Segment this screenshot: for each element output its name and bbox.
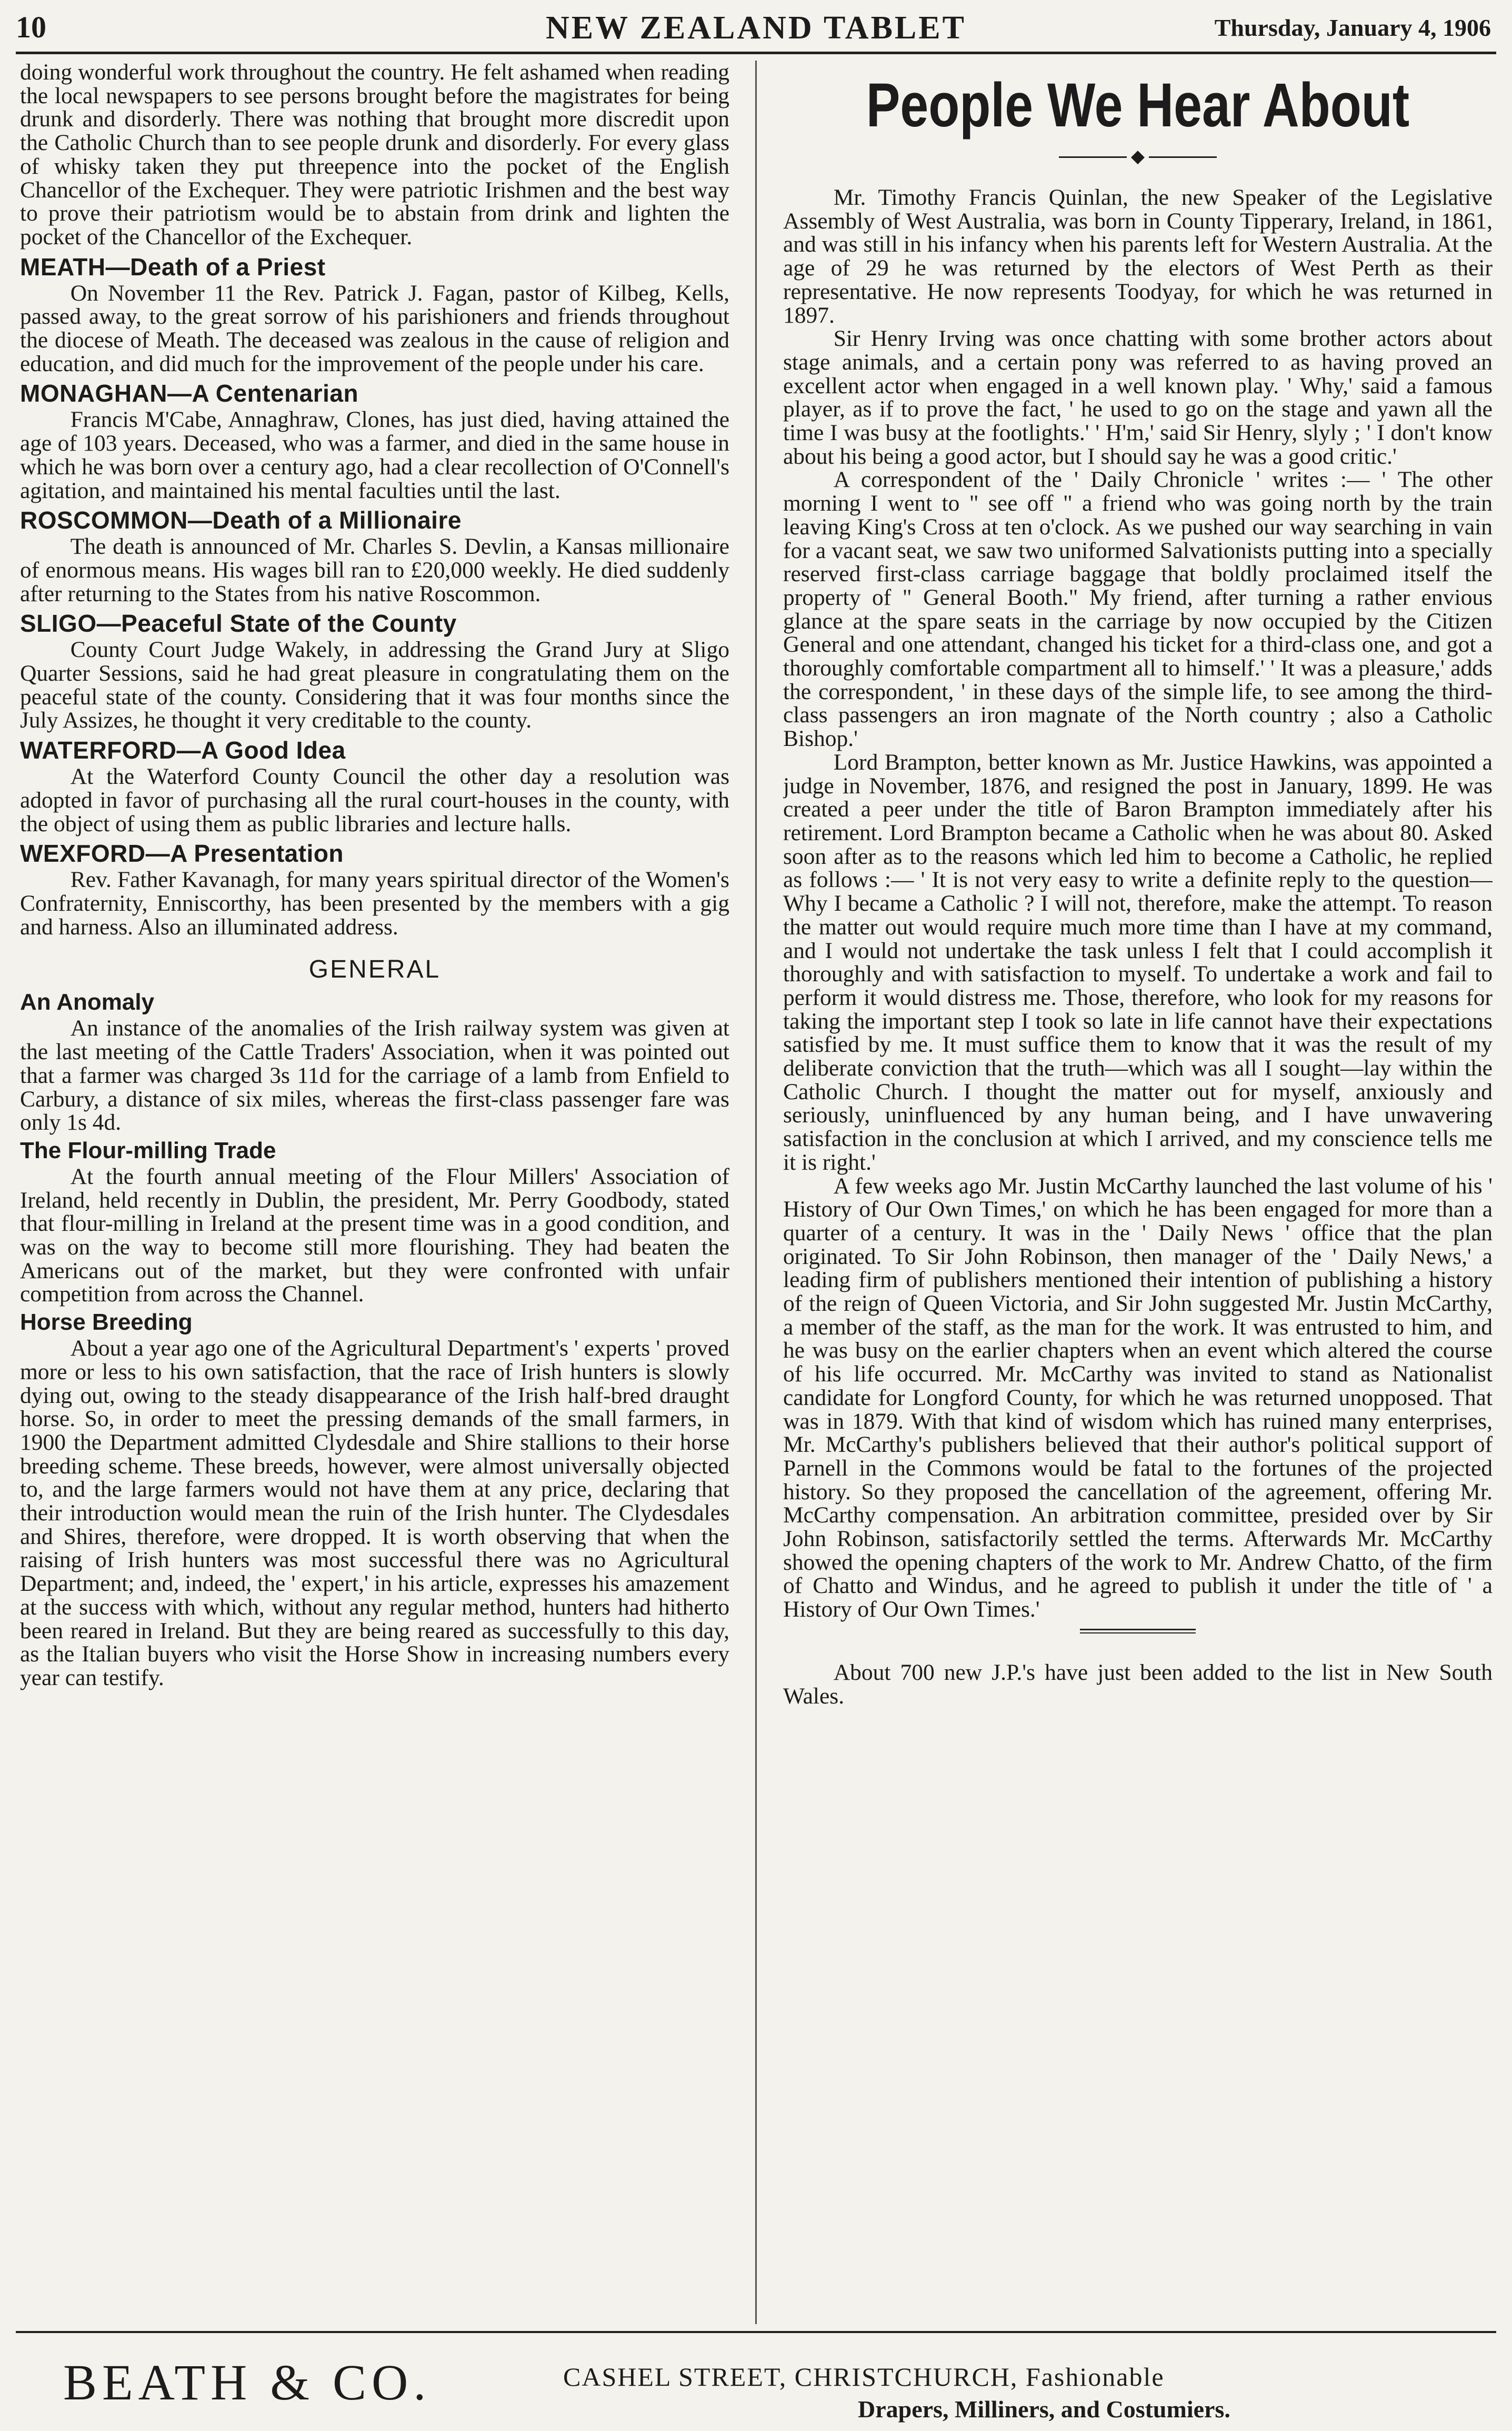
paragraph-daily-chronicle: A correspondent of the ' Daily Chronicle ' writes :— ' The other morning I went to " see off " a friend who was going north by the train leaving King's Cross at ten o'clock. As we pushed our way searching in vain for a vacant seat, we saw two uniformed Salvationists putting into a specially reserved first-class carriage baggage that boldly proclaimed itself the property of " General Booth." My friend, after turning a rather envious glance at the spare seats in the carriage by now occupied by the Citizen General and one attendant, changed his ticket for a third-class one, and got a thoroughly comfortable compartment all to himself.' ' It was a pleasure,' adds the correspondent, ' in these days of the simple life, to see among the third-class passengers an iron magnate of the North country ; also a Catholic Bishop.': [783, 467, 1493, 752]
paragraph-anomaly: An instance of the anomalies of the Irish railway system was given at the last meeting of the Cattle Traders' Association, when it was pointed out that a farmer was charged 3s 11d for the carriage of a lamb from Enfield to Carbury, a distance of six miles, whereas the first-class passenger fare was only 1s 4d.: [20, 1015, 729, 1135]
paragraph-sligo: County Court Judge Wakely, in addressing the Grand Jury at Sligo Quarter Sessions, said he had great pleasure in congratulating them on the peaceful state of the county. Considering that it was four months since the July Assizes, he thought it very creditable to the county.: [20, 637, 729, 733]
heading-meath: MEATH—Death of a Priest: [20, 253, 326, 281]
masthead: NEW ZEALAND TABLET: [546, 10, 966, 46]
diamond-icon: ◆: [1127, 149, 1149, 165]
continued-paragraph: doing wonderful work throughout the country. He felt ashamed when reading the local newspapers to see persons brought before the magistrates for being drunk and disorderly. There was nothing that brought more discredit upon the Catholic Church than to see people drunk and disorderly. For every glass of whisky taken they put threepence into the pocket of the English Chancellor of the Exchequer. They were patriotic Irishmen and the best way to prove their patriotism would be to abstain from drink and lighten the pocket of the Chancellor of the Exchequer.: [20, 61, 729, 250]
heading-wexford: WEXFORD—A Presentation: [20, 840, 344, 868]
paragraph-horse-breeding: About a year ago one of the Agricultural Department's ' experts ' proved more or less to his own satisfaction, that the race of Irish hunters is slowly dying out, owing to the steady disappearance of the Irish half-bred draught horse. So, in order to meet the pressing demands of the small farmers, in 1900 the Department admitted Clydesdale and Shire stallions to their horse breeding scheme. These breeds, however, were almost universally objected to, and the large farmers would not have them at any price, declaring that their introduction would mean the ruin of the Irish hunter. The Clydesdales and Shires, therefore, were dropped. It is worth observing that when the raising of Irish hunters was most successful there was no Agricultural Department; and, indeed, the ' expert,' in his article, expresses his amazement at the success with which, without any regular method, hunters had hitherto been reared in Ireland. But they are being reared as successfully to this day, as the Italian buyers who visit the Horse Show in increasing numbers every year can testify.: [20, 1336, 729, 1690]
page-header: [16, 9, 1496, 54]
column-divider: [755, 61, 757, 2324]
paragraph-jps: About 700 new J.P.'s have just been added to the list in New South Wales.: [783, 1659, 1493, 1709]
paragraph-monaghan: Francis M'Cabe, Annaghraw, Clones, has just died, having attained the age of 103 years. Deceased, who was a farmer, and died in the same house in which he was born over a century ago, had a clear recollection of O'Connell's agitation, and maintained his mental faculties until the last.: [20, 407, 729, 503]
paragraph-flour-milling: At the fourth annual meeting of the Flour Millers' Association of Ireland, held recently in Dublin, the president, Mr. Perry Goodbody, stated that flour-milling in Ireland at the present time was in a good condition, and was on the way to become still more flourishing. They had beaten the Americans out of the market, but they were confronted with unfair competition from across the Channel.: [20, 1163, 729, 1307]
right-column: [783, 61, 1493, 2324]
advertiser-name: BEATH & CO.: [63, 2354, 432, 2410]
paragraph-mccarthy: A few weeks ago Mr. Justin McCarthy launched the last volume of his ' History of Our Own Times,' on which he has been engaged for more than a quarter of a century. It was in the ' Daily News ' office that the plan originated. To Sir John Robinson, then manager of the ' Daily News,' a leading firm of publishers mentioned their intention of publishing a history of the reign of Queen Victoria, and Sir John suggested Mr. Justin McCarthy, a member of the staff, as the man for the work. It was entrusted to him, and he was busy on the earlier chapters when an event which altered the course of his life occurred. Mr. McCarthy was invited to stand as Nationalist candidate for Longford County, for which he was returned unopposed. That was in 1879. With that kind of wisdom which has ruined many enterprises, Mr. McCarthy's publishers believed that their author's political support of Parnell in the Commons would be fatal to the fortunes of the projected history. So they proposed the cancellation of the agreement, offering Mr. McCarthy compensation. An arbitration committee, presided over by Sir John Robinson, satisfactorily settled the terms. Afterwards Mr. McCarthy showed the opening chapters of the work to Mr. Andrew Chatto, of the firm of Chatto and Windus, and he agreed to publish it under the title of ' a History of Our Own Times.': [783, 1173, 1493, 1622]
heading-sligo: SLIGO—Peaceful State of the County: [20, 610, 457, 637]
advertisement: [16, 2337, 1496, 2427]
article-end-rule: [1080, 1629, 1196, 1633]
heading-monaghan: MONAGHAN—A Centenarian: [20, 380, 359, 407]
issue-date: Thursday, January 4, 1906: [1214, 14, 1491, 41]
heading-flour-milling: The Flour-milling Trade: [20, 1137, 276, 1163]
footer-rule: [16, 2331, 1496, 2333]
paragraph-quinlan: Mr. Timothy Francis Quinlan, the new Speaker of the Legislative Assembly of West Australia, was born in County Tipperary, Ireland, in 1861, and was still in his infancy when his parents left for Western Australia. At the age of 29 he was returned by the electors of West Perth as their representative. He now represents Toodyay, for which he was returned in 1897.: [783, 185, 1493, 328]
paragraph-irving: Sir Henry Irving was once chatting with some brother actors about stage animals, and a certain pony was referred to as having proved an excellent actor when engaged in a well known play. ' Why,' said a famous player, as if to prove the fact, ' he used to go on the stage and yawn all the time I was busy at the footlights.' ' H'm,' said Sir Henry, slyly ; ' I don't know about his being a good actor, but I should say he was a good critic.': [783, 326, 1493, 469]
heading-waterford: WATERFORD—A Good Idea: [20, 736, 346, 764]
advertiser-trade: Drapers, Milliners, and Costumiers.: [858, 2396, 1230, 2423]
title-ornament: [1059, 149, 1217, 165]
advertiser-address: CASHEL STREET, CHRISTCHURCH, Fashionable: [563, 2362, 1165, 2392]
paragraph-roscommon: The death is announced of Mr. Charles S. Devlin, a Kansas millionaire of enormous means. His wages bill ran to £20,000 weekly. He died suddenly after returning to the States from his native Roscommon.: [20, 534, 729, 606]
section-title: People We Hear About: [866, 71, 1410, 140]
heading-roscommon: ROSCOMMON—Death of a Millionaire: [20, 506, 462, 534]
left-column: [20, 61, 729, 2324]
heading-anomaly: An Anomaly: [20, 989, 155, 1015]
heading-horse-breeding: Horse Breeding: [20, 1309, 193, 1336]
paragraph-meath: On November 11 the Rev. Patrick J. Fagan, pastor of Kilbeg, Kells, passed away, to the great sorrow of his parishioners and friends throughout the diocese of Meath. The deceased was zealous in the cause of religion and education, and did much for the improvement of the people under his care.: [20, 280, 729, 376]
paragraph-waterford: At the Waterford County Council the other day a resolution was adopted in favor of purchasing all the rural court-houses in the county, with the object of using them as public libraries and lecture halls.: [20, 764, 729, 836]
heading-general: GENERAL: [308, 955, 441, 984]
paragraph-wexford: Rev. Father Kavanagh, for many years spiritual director of the Women's Confraternity, Enniscorthy, has been presented by the members with a gig and harness. Also an illuminated address.: [20, 867, 729, 940]
page-number: 10: [16, 10, 46, 44]
paragraph-brampton: Lord Brampton, better known as Mr. Justice Hawkins, was appointed a judge in November, 1876, and resigned the post in January, 1899. He was created a peer under the title of Baron Brampton immediately after his retirement. Lord Brampton became a Catholic when he was about 80. Asked soon after as to the reasons which led him to become a Catholic, he replied as follows :— ' It is not very easy to write a definite reply to the question—Why I became a Catholic ? I will not, therefore, make the attempt. To reason the matter out would require much more time than I have at my command, and I would not undertake the task unless I felt that I could accomplish it thoroughly and with satisfaction to myself. To undertake a work and fail to perform it would distress me. Those, therefore, who look for my reasons for taking the important step I took so late in life cannot have their expectations satisfied by me. It must suffice them to know that it was the result of my deliberate conviction that the truth—which was all I sought—lay within the Catholic Church. I thought the matter out for myself, anxiously and seriously, uninfluenced by any human being, and I have unwavering satisfaction in the conclusion at which I arrived, and my conscience tells me it is right.': [783, 749, 1493, 1175]
